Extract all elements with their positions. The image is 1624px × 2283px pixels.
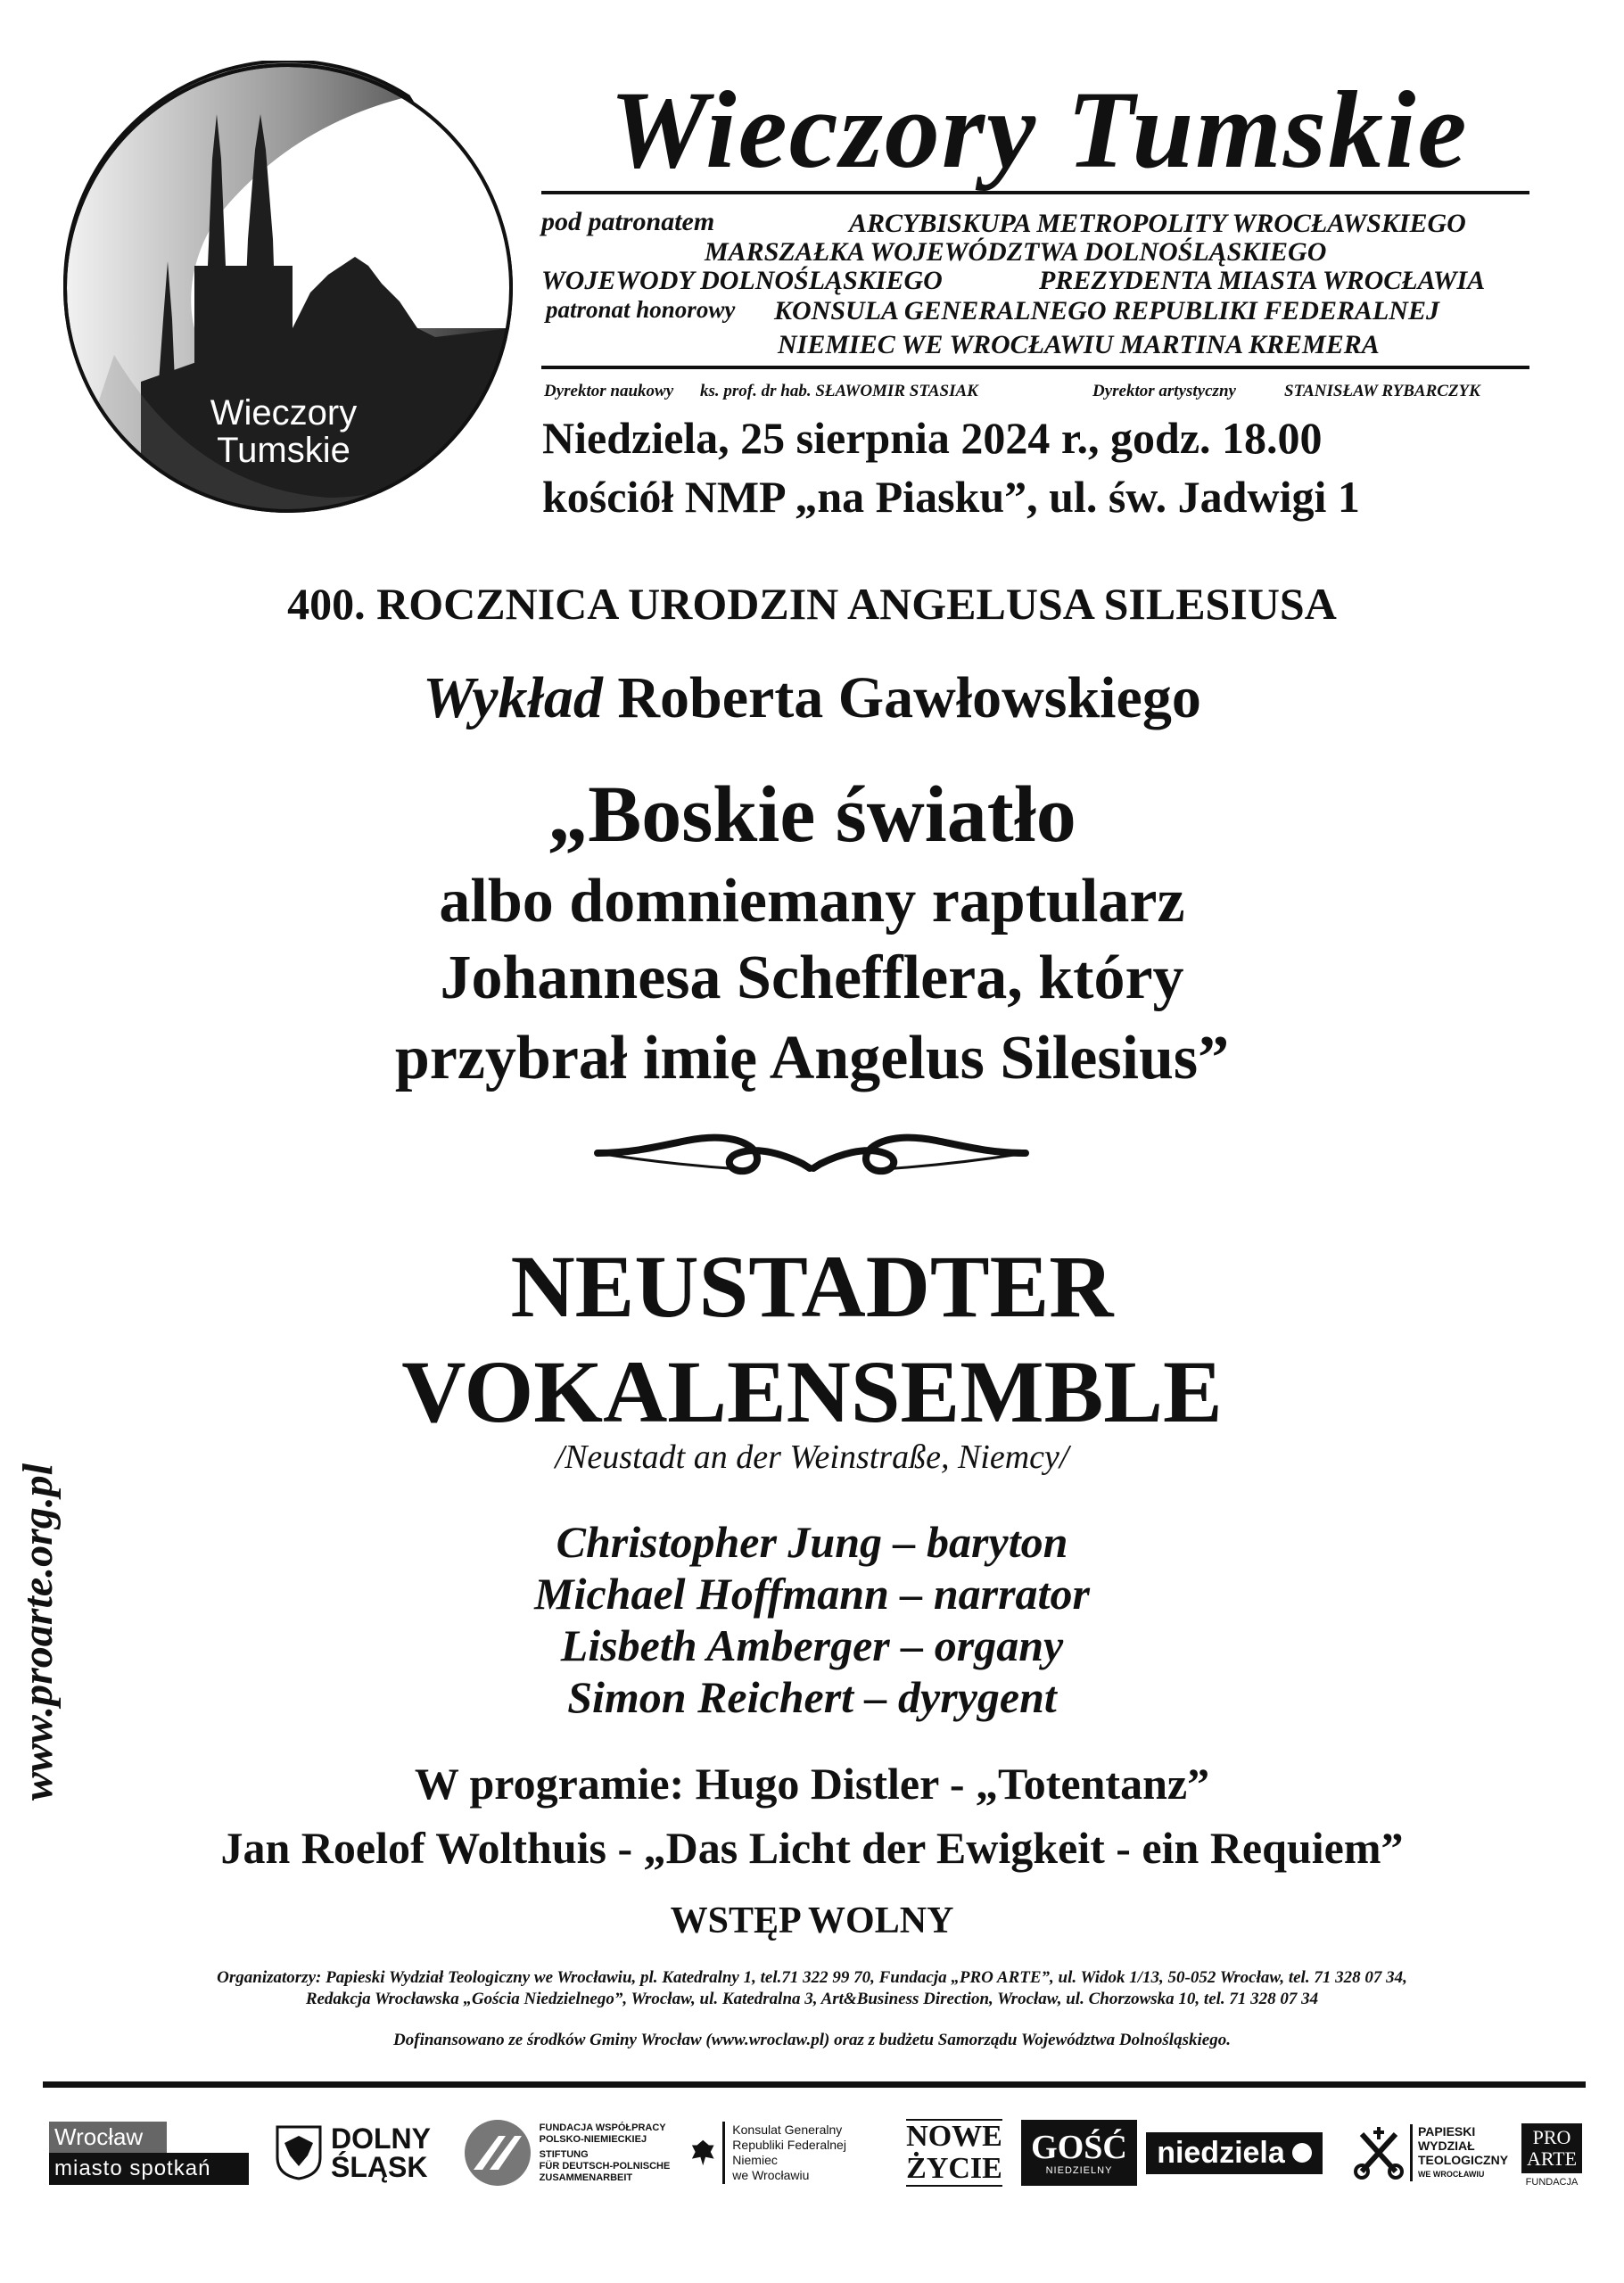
- lecture-label: Wykład: [423, 665, 603, 730]
- performer-list: [0, 1516, 1624, 1723]
- lecture-subtitle-2: Johannesa Schefflera, który: [440, 944, 1184, 1012]
- konsulat-logo: Konsulat Generalny Republiki Federalnej Niemiec we Wrocławiu: [690, 2112, 886, 2194]
- ensemble-name-2: VOKALENSEMBLE: [401, 1342, 1223, 1441]
- performer-item: Michael Hoffmann – narrator: [534, 1569, 1090, 1619]
- patron-consul-2: NIEMIEC WE WROCŁAWIU MARTINA KREMERA: [778, 330, 1380, 359]
- lecture-subtitle-3: przybrał imię Angelus Silesius”: [394, 1024, 1230, 1092]
- lecture-subtitle-1: albo domniemany raptularz: [439, 867, 1185, 935]
- fwpn-logo: FUNDACJA WSPÓŁPRACY POLSKO-NIEMIECKIEJ STIFTUNG FÜR DEUTSCH-POLNISCHE ZUSAMMENARBEIT: [455, 2112, 678, 2194]
- performer-item: Simon Reichert – dyrygent: [567, 1672, 1057, 1722]
- program-line-2: Jan Roelof Wolthuis - „Das Licht der Ewigkeit - ein Requiem”: [220, 1823, 1404, 1873]
- fwpn-icon: [463, 2118, 532, 2188]
- eagle-icon: [690, 2138, 715, 2168]
- patron-consul-1: KONSULA GENERALNEGO REPUBLIKI FEDERALNEJ: [774, 296, 1439, 326]
- event-venue: kościół NMP „na Piasku”, ul. św. Jadwigi 1: [542, 472, 1360, 522]
- organizers-line-2: Redakcja Wrocławska „Gościa Niedzielnego”, Wrocław, ul. Katedralna 3, Art&Business Direction, Wrocław, ul. Chorzowska 10, tel. 71 328 07 34: [305, 1990, 1319, 2008]
- divider: [541, 191, 1529, 194]
- ensemble-name-1: NEUSTADTER: [510, 1237, 1114, 1336]
- patron-archbishop: ARCYBISKUPA METROPOLITY WROCŁAWSKIEGO: [849, 209, 1466, 238]
- honorary-label: patronat honorowy: [546, 296, 736, 323]
- artistic-director-label: Dyrektor artystyczny: [1092, 382, 1236, 400]
- gosc-niedzielny-logo: GOŚĆ NIEDZIELNY: [1027, 2112, 1131, 2194]
- pro-arte-logo: PRO ARTE FUNDACJA: [1516, 2106, 1587, 2205]
- wieczory-tumskie-logo: [61, 61, 515, 515]
- niedziela-logo: niedziela: [1142, 2112, 1327, 2194]
- seal-icon: [1292, 2143, 1312, 2163]
- anniversary-heading: 400. ROCZNICA URODZIN ANGELUSA SILESIUSA: [287, 579, 1337, 629]
- divider: [541, 366, 1529, 369]
- performer-item: Lisbeth Amberger – organy: [560, 1620, 1064, 1670]
- wroclaw-logo: Wrocław miasto spotkań: [48, 2112, 250, 2194]
- patron-marshal: MARSZAŁKA WOJEWÓDZTWA DOLNOŚLĄSKIEGO: [705, 237, 1327, 267]
- organizers-line-1: Organizatorzy: Papieski Wydział Teologiczny we Wrocławiu, pl. Katedralny 1, tel.71 322 99 70, Fundacja „PRO ARTE”, ul. Widok 1/13, 50-052 Wrocław, tel. 71 328 07 34,: [217, 1968, 1407, 1987]
- scientific-director-name: ks. prof. dr hab. SŁAWOMIR STASIAK: [700, 382, 978, 400]
- ornament-divider: [580, 1119, 1043, 1191]
- eagle-shield-icon: [276, 2125, 322, 2180]
- patronage-label: pod patronatem: [541, 207, 715, 236]
- event-date: Niedziela, 25 sierpnia 2024 r., godz. 18.00: [542, 413, 1323, 463]
- patron-voivode: WOJEWODY DOLNOŚLĄSKIEGO: [541, 266, 943, 295]
- lecture-title: „Boskie światło: [548, 771, 1076, 859]
- patron-mayor: PREZYDENTA MIASTA WROCŁAWIA: [1039, 266, 1486, 295]
- nowe-zycie-logo: NOWE ŻYCIE: [906, 2120, 1002, 2185]
- logo-text-2: Tumskie: [217, 431, 350, 470]
- funding-note: Dofinansowano ze środków Gminy Wrocław (www.wroclaw.pl) oraz z budżetu Samorządu Województwa Dolnośląskiego.: [393, 2031, 1231, 2049]
- footer-divider: [43, 2081, 1586, 2088]
- pwt-logo: PAPIESKI WYDZIAŁ TEOLOGICZNY WE WROCŁAWIU: [1341, 2112, 1520, 2194]
- artistic-director-name: STANISŁAW RYBARCZYK: [1284, 382, 1480, 400]
- ensemble-location: /Neustadt an der Weinstraße, Niemcy/: [555, 1438, 1069, 1476]
- lecture-heading: [0, 664, 1624, 732]
- crossed-keys-icon: [1353, 2125, 1405, 2180]
- program-line-1: W programie: Hugo Distler - „Totentanz”: [414, 1759, 1210, 1809]
- website-vertical: www.proarte.org.pl: [14, 1463, 62, 1801]
- page-title: Wieczory Tumskie: [609, 69, 1469, 191]
- logo-text-1: Wieczory: [210, 393, 358, 433]
- admission-note: WSTĘP WOLNY: [670, 1900, 954, 1941]
- performer-item: Christopher Jung – baryton: [556, 1517, 1068, 1567]
- dolny-slask-logo: DOLNY ŚLĄSK: [264, 2112, 442, 2194]
- scientific-director-label: Dyrektor naukowy: [544, 382, 674, 400]
- lecture-speaker: Roberta Gawłowskiego: [617, 665, 1201, 730]
